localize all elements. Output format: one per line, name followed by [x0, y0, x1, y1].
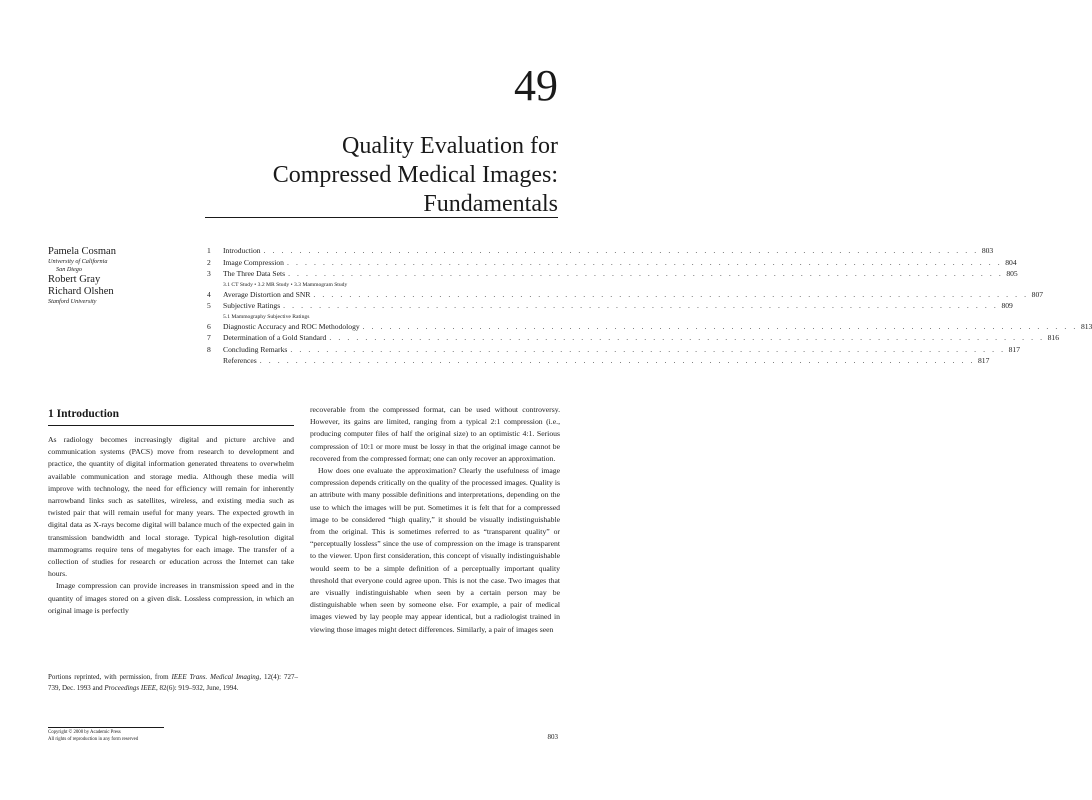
toc-entry [207, 269, 1018, 281]
paragraph: recoverable from the compressed format, can be used without controversy. However, its gains are limited, ranging from a typical 2:1 compression (i.e., producing computer files of half the original size) to an optimistic 4:1. Serious compression of 10:1 or more must be lossy in that the original image cannot be recovered from the compressed format; one can only recover an approximation. [310, 405, 560, 463]
toc-entry-number: 3 [207, 269, 211, 278]
copyright-notice [48, 730, 248, 743]
toc-entry-page: 817 [1008, 344, 1020, 354]
paragraph: As radiology becomes increasingly digital and picture archive and communication systems (PACS) move from research to development and practice, the quantity of digital information generated threatens to overwhelm available communication and storage media. Although these media will improve with technology, the need for efficiency will remain for inherently narrowband links such as satellites, wireless, and existing media such as twisted pair that will remain useful for many years. The expected growth in digital data as X-rays become digital will balance much of the expected gain in transmission bandwidth and local storage. Typical high-resolution digital mammograms require tens of megabytes for each image. The transfer of a collection of studies for research or education across the Internet can take hours. [48, 435, 294, 579]
chapter-title [138, 132, 558, 219]
footnote-text: Portions reprinted, with permission, from [48, 673, 172, 681]
toc-entry [207, 246, 994, 258]
author-affiliation: Stanford University [48, 298, 97, 305]
toc-entry-page: 809 [1001, 301, 1013, 310]
toc-entry [207, 301, 1013, 313]
toc-entry-number: 2 [207, 257, 211, 267]
toc-entry [207, 333, 1059, 345]
toc-entry-page: 804 [1005, 257, 1017, 267]
footnote-text: , 82(6): 919–932, June, 1994. [156, 684, 239, 692]
toc-subsections: 5.1 Mammography Subjective Ratings [223, 313, 310, 320]
toc-leader-dots: . . . . . . . . . . . . . . . . . . . . . . . . . . . . . . . . . . . . . . . . . . . . . . . . . . . . . . . . . . . . . . . . . . . . . . . . . . . . . . . . [259, 356, 975, 365]
toc-entry-title: References [223, 356, 257, 365]
toc-entry-title: The Three Data Sets [223, 269, 286, 278]
toc-entry-number: 7 [207, 333, 211, 342]
toc-entry-number: 5 [207, 301, 211, 310]
toc-entry [207, 344, 1020, 357]
toc-leader-dots: . . . . . . . . . . . . . . . . . . . . . . . . . . . . . . . . . . . . . . . . . . . . . . . . . . . . . . . . . . . . . . . . . . . . . . . . . . . . . . . . [290, 344, 1006, 354]
toc-entry-title: Image Compression [223, 257, 284, 267]
toc-entry-number: 6 [207, 321, 211, 331]
toc-entry-number: 4 [207, 289, 211, 299]
toc-entry-page: 816 [1047, 333, 1059, 342]
toc-subsections: 3.1 CT Study • 3.2 MR Study • 3.3 Mammogram Study [223, 281, 348, 288]
author-name: Robert Gray [48, 274, 101, 285]
toc-entry-number: 8 [207, 344, 211, 354]
journal-name: Proceedings IEEE [104, 684, 157, 692]
author-list [48, 246, 198, 306]
chapter-title-line: Compressed Medical Images: [272, 162, 558, 188]
toc-leader-dots: . . . . . . . . . . . . . . . . . . . . . . . . . . . . . . . . . . . . . . . . . . . . . . . . . . . . . . . . . . . . . . . . . . . . . . . . . . . . . . . . [283, 301, 999, 310]
body-column-right [310, 404, 560, 636]
author-affiliation: University of California [48, 258, 108, 265]
toc-leader-dots: . . . . . . . . . . . . . . . . . . . . . . . . . . . . . . . . . . . . . . . . . . . . . . . . . . . . . . . . . . . . . . . . . . . . . . . . . . . . . . . . [263, 246, 979, 255]
chapter-number: 49 [514, 61, 558, 110]
section-heading: 1 Introduction [48, 408, 294, 426]
chapter-title-line: Fundamentals [423, 191, 558, 217]
copyright-line: Copyright © 2000 by Academic Press [48, 730, 121, 735]
toc-entry-page: 807 [1031, 289, 1044, 299]
toc-entry-title: Determination of a Gold Standard [223, 333, 327, 342]
footnote [48, 672, 298, 694]
journal-name: IEEE Trans. Medical Imaging [171, 673, 260, 681]
paragraph: How does one evaluate the approximation? Clearly the usefulness of image compression depends critically on the quality of the processed images. Quality is an attribute with many possible definitions and interpretations, depending on the use to which the images will be put. Sometimes it is felt that for a compressed image to be considered “high quality,” it should be visually indistinguishable from the original. This is sometimes referred to as “transparent quality” or “perceptually lossless” since the use of compression on the image is transparent to the viewer. Upon first consideration, this concept of visually indistinguishable would seem to be a simple definition of a perceptually important quality threshold that everyone could agree upon. This is not the case. Two images that are visually indistinguishable when seen by a certain person may be distinguishable when seen by someone else. For example, a pair of medical images viewed by lay people may appear identical, but a radiologist trained in viewing those images might detect differences. Similarly, a pair of images seen [310, 466, 560, 634]
copyright-rule [48, 727, 164, 728]
footnote-text: , 12(4): 727–739, Dec. 1993 and [48, 673, 298, 692]
toc-entry-title: Subjective Ratings [223, 301, 281, 310]
body-column-left [48, 434, 294, 617]
author-name: Richard Olshen [48, 286, 114, 297]
copyright-line: All rights of reproduction in any form reserved [48, 736, 139, 742]
toc-entry-page: 817 [978, 356, 990, 365]
toc-leader-dots: . . . . . . . . . . . . . . . . . . . . . . . . . . . . . . . . . . . . . . . . . . . . . . . . . . . . . . . . . . . . . . . . . . . . . . . . . . . . . . . . [329, 333, 1045, 342]
toc-entry-title: Concluding Remarks [223, 344, 288, 354]
toc-leader-dots: . . . . . . . . . . . . . . . . . . . . . . . . . . . . . . . . . . . . . . . . . . . . . . . . . . . . . . . . . . . . . . . . . . . . . . . . . . . . . . . . [288, 269, 1004, 278]
table-of-contents [207, 246, 1092, 368]
author-affiliation: San Diego [56, 266, 82, 273]
toc-entry-title: Introduction [223, 246, 261, 255]
toc-entry [207, 289, 1044, 302]
toc-leader-dots: . . . . . . . . . . . . . . . . . . . . . . . . . . . . . . . . . . . . . . . . . . . . . . . . . . . . . . . . . . . . . . . . . . . . . . . . . . . . . . . . [286, 257, 1003, 267]
toc-entry-page: 803 [981, 246, 994, 255]
toc-entry-title: Average Distortion and SNR [223, 289, 311, 299]
toc-entry [207, 257, 1017, 270]
toc-entry-page: 813 [1080, 321, 1092, 331]
paragraph: Image compression can provide increases in transmission speed and in the quantity of images stored on a given disk. Lossless compression, in which an original image is perfectly [48, 581, 294, 615]
chapter-title-line: Quality Evaluation for [342, 133, 558, 159]
toc-entry-page: 805 [1006, 269, 1018, 278]
toc-entry [207, 356, 990, 368]
toc-leader-dots: . . . . . . . . . . . . . . . . . . . . . . . . . . . . . . . . . . . . . . . . . . . . . . . . . . . . . . . . . . . . . . . . . . . . . . . . . . . . . . . . [362, 321, 1078, 331]
page-number: 803 [547, 733, 558, 741]
toc-leader-dots: . . . . . . . . . . . . . . . . . . . . . . . . . . . . . . . . . . . . . . . . . . . . . . . . . . . . . . . . . . . . . . . . . . . . . . . . . . . . . . . . [313, 289, 1029, 299]
toc-entry-title: Diagnostic Accuracy and ROC Methodology [223, 321, 360, 331]
toc-entry [207, 321, 1092, 334]
toc-entry-number: 1 [207, 246, 211, 255]
author-name: Pamela Cosman [48, 246, 116, 257]
title-rule [205, 217, 558, 218]
